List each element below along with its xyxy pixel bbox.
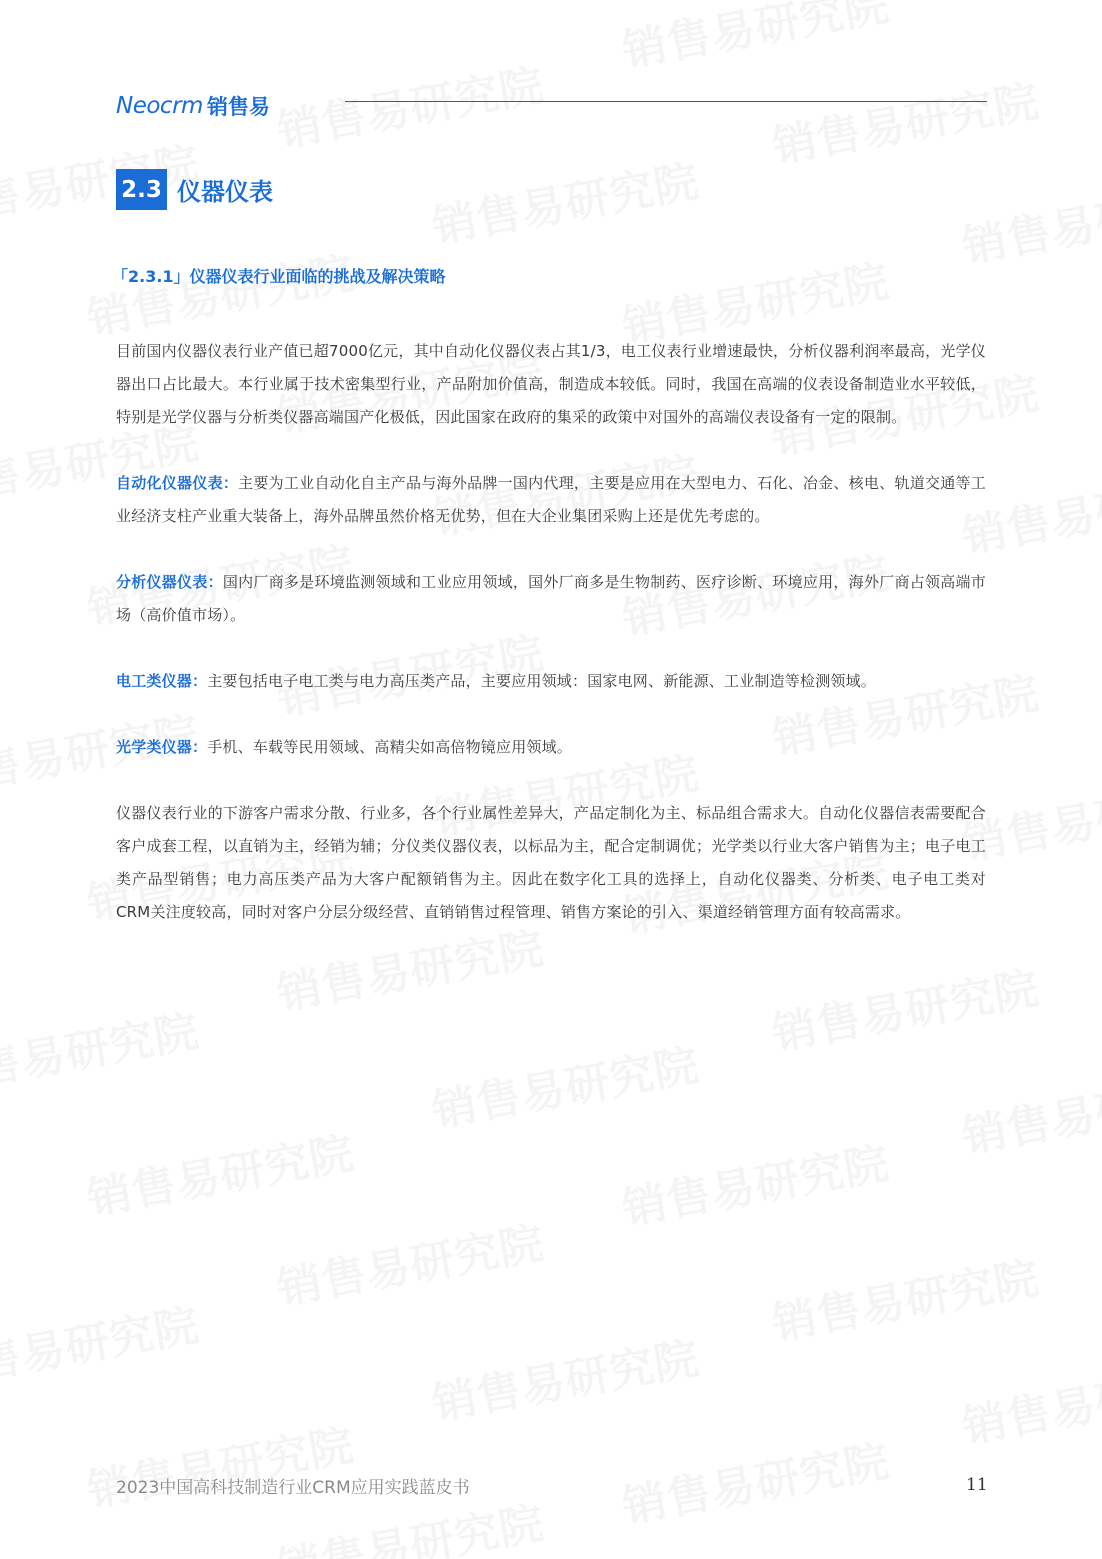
watermark [426,145,703,255]
summary-paragraph: 仪器仪表行业的下游客户需求分散、行业多，各个行业属性差异大，产品定制化为主、标品组合需求大。自动化仪器信表需要配合客户成套工程，以直销为主，经销为辅；分仪类仪器仪表，以标品为主，配合定制调优；光学类以行业大客户销售为主；电子电工类产品型销售；电力高压类产品为大客户配额销售为主。因此在数字化工具的选择上，自动化仪器类、分析类、电子电工类对CRM关注度较高，同时对客户分层分级经营、直销销售过程管理、销售方案论的引入、渠道经销管理方面有较高需求。 [116,804,986,921]
watermark [0,995,204,1105]
watermark [81,1117,358,1227]
section-heading [116,169,273,210]
watermark [956,1345,1102,1455]
logo-chinese: 销售易 [206,95,270,119]
analysis-label: 分析仪器仪表： [116,573,223,591]
header-divider [345,101,987,102]
watermark [616,1127,893,1237]
automation-label: 自动化仪器仪表： [116,474,239,492]
watermark [956,165,1102,275]
watermark [271,1207,548,1317]
section-number-badge: 2.3 [116,169,167,210]
watermark [271,49,548,159]
optical-text: 手机、车载等民用领域、高精尖如高倍物镜应用领域。 [207,738,573,756]
automation-text: 主要为工业自动化自主产品与海外品牌一国内代理，主要是应用在大型电力、石化、冶金、核电、轨道交通等工业经济支柱产业重大装备上，海外品牌虽然价格无优势，但在大企业集团采购上还是优先考虑的。 [116,474,986,525]
watermark [616,0,893,79]
subsection-title: 「2.3.1」仪器仪表行业面临的挑战及解决策略 [112,267,446,286]
watermark [616,1425,893,1535]
optical-paragraph [116,731,986,764]
body-content [116,335,986,962]
electric-label: 电工类仪器： [116,672,208,690]
watermark [766,952,1043,1062]
automation-paragraph [116,467,986,533]
electric-paragraph [116,665,986,698]
watermark [766,1242,1043,1352]
analysis-paragraph [116,566,986,632]
logo-wordmark: Neocrm [116,93,203,119]
intro-paragraph: 目前国内仪器仪表行业产值已超7000亿元，其中自动化仪器仪表占其1/3，电工仪表行业增速最快，分析仪器利润率最高，光学仪器出口占比最大。本行业属于技术密集型行业，产品附加价值高，制造成本较低。同时，我国在高端的仪表设备制造业水平较低，特别是光学仪器与分析类仪器高端国产化极低，因此国家在政府的集采的政策中对国外的高端仪表设备有一定的限制。 [116,342,986,426]
analysis-text: 国内厂商多是环境监测领域和工业应用领域，国外厂商多是生物制药、医疗诊断、环境应用，海外厂商占领高端市场（高价值市场）。 [116,573,986,624]
section-title: 仪器仪表 [177,178,273,206]
brand-logo [116,90,270,122]
watermark [426,1029,703,1139]
watermark [81,237,358,347]
watermark [956,1055,1102,1165]
page-number: 11 [966,1475,988,1495]
electric-text: 主要包括电子电工类与电力高压类产品，主要应用领域：国家电网、新能源、工业制造等检测领域。 [207,672,877,690]
footer-document-title: 2023中国高科技制造行业CRM应用实践蓝皮书 [116,1478,470,1498]
watermark [766,65,1043,175]
watermark [0,1289,204,1399]
optical-label: 光学类仪器： [116,738,208,756]
watermark [81,1409,358,1519]
watermark [426,1322,703,1432]
